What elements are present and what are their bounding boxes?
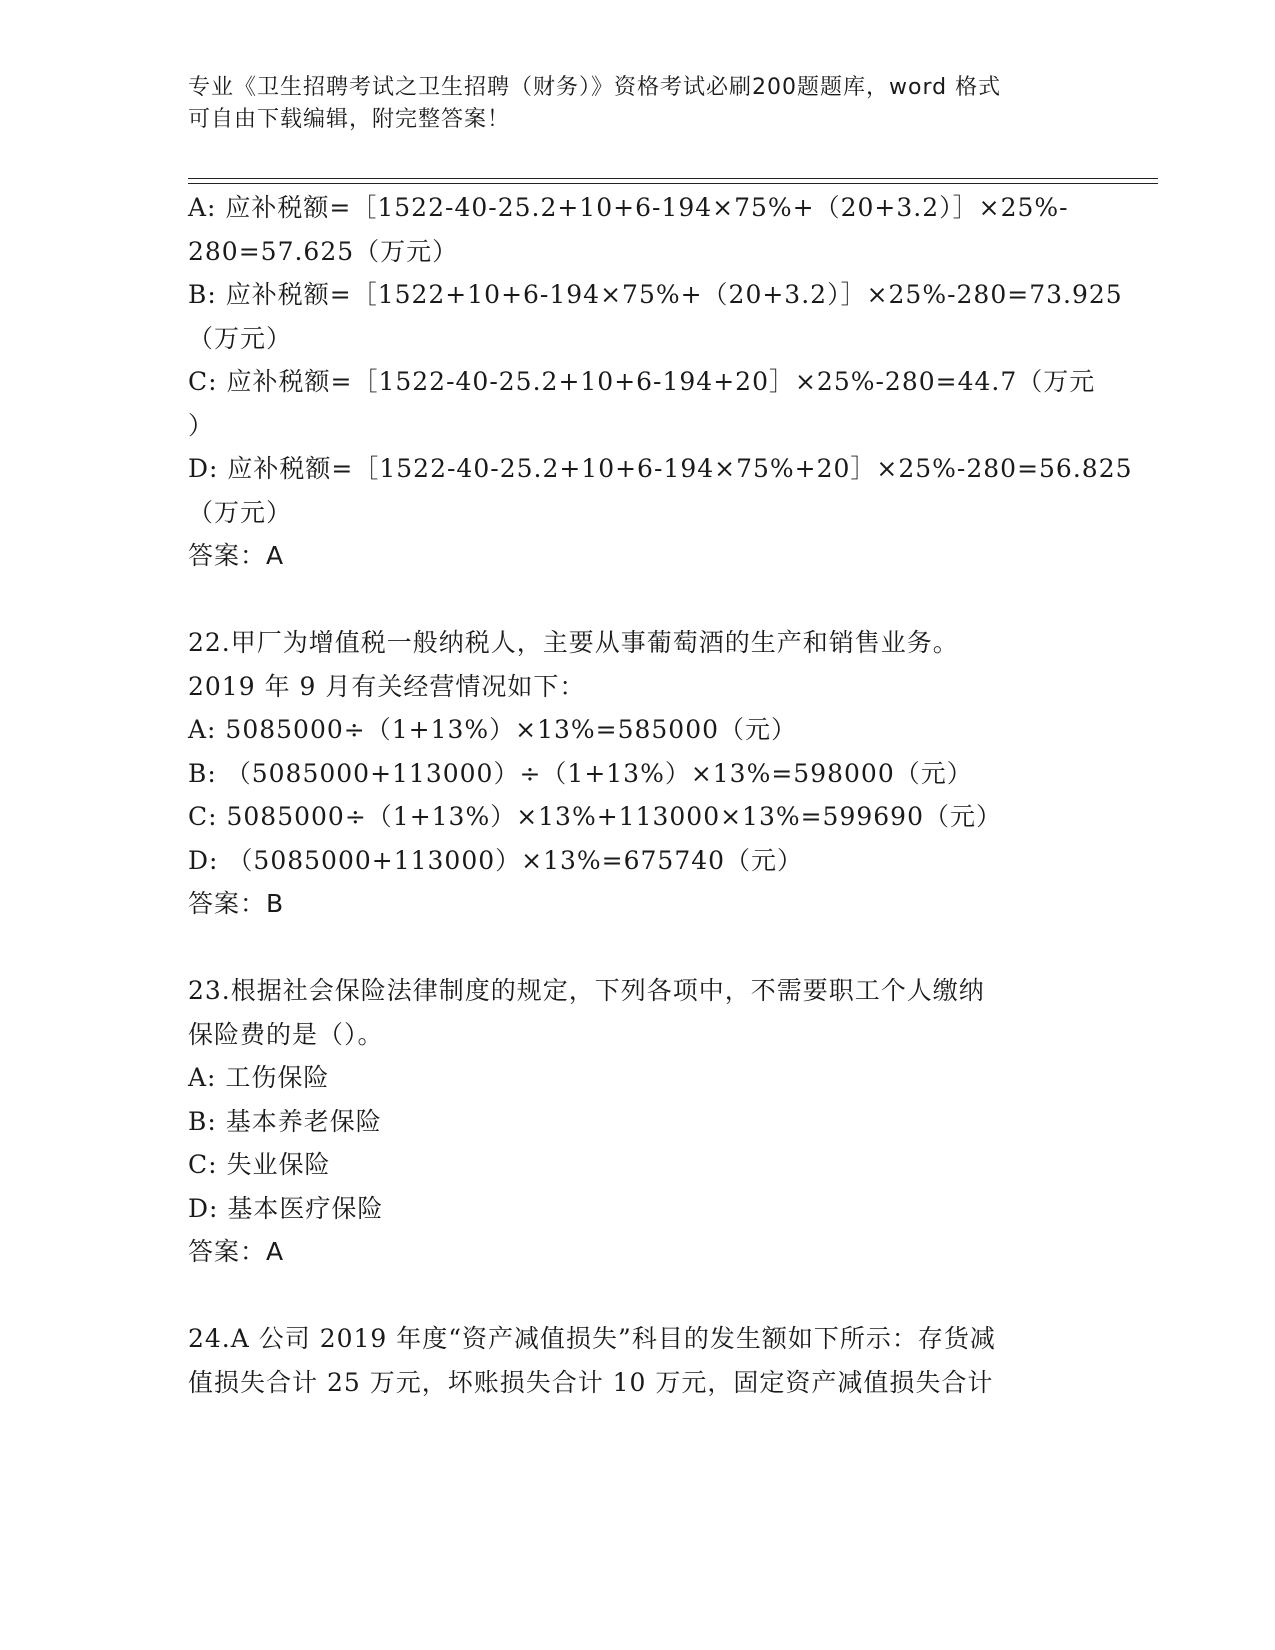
q24-stem-line-1: 24.A 公司 2019 年度“资产减值损失”科目的发生额如下所示：存货减	[188, 1324, 996, 1353]
q22-stem-line-1: 22.甲厂为增值税一般纳税人，主要从事葡萄酒的生产和销售业务。	[188, 628, 959, 657]
header-title-line-1: 专业《卫生招聘考试之卫生招聘（财务）》资格考试必刷200题题库，word 格式	[188, 75, 1002, 100]
q22-option-b: B: （5085000+113000）÷（1+13%）×13%=598000（元）	[188, 759, 973, 788]
q23-option-b: B: 基本养老保险	[188, 1107, 382, 1136]
q22-stem-line-2: 2019 年 9 月有关经营情况如下：	[188, 672, 586, 701]
q23-option-d: D: 基本医疗保险	[188, 1194, 384, 1223]
q24-stem-line-2: 值损失合计 25 万元，坏账损失合计 10 万元，固定资产减值损失合计	[188, 1368, 994, 1397]
q21-option-a-line-1: A: 应补税额=［1522-40-25.2+10+6-194×75%+（20+3.2）］×25%-	[188, 193, 1069, 222]
q21-option-b-line-1: B: 应补税额=［1522+10+6-194×75%+（20+3.2）］×25%-280=73.925	[188, 280, 1123, 309]
q23-stem-line-1: 23.根据社会保险法律制度的规定，下列各项中，不需要职工个人缴纳	[188, 976, 985, 1005]
q22-option-d: D: （5085000+113000）×13%=675740（元）	[188, 846, 804, 875]
q23-answer: 答案：A	[188, 1237, 285, 1266]
header-divider-bottom	[188, 183, 1158, 184]
q21-option-d-line-1: D: 应补税额=［1522-40-25.2+10+6-194×75%+20］×25%-280=56.825	[188, 454, 1133, 483]
q21-answer: 答案：A	[188, 541, 285, 570]
q23-option-c: C: 失业保险	[188, 1150, 331, 1179]
document-header	[188, 72, 1068, 136]
q21-option-b-line-2: （万元）	[188, 324, 293, 353]
q21-option-c-line-1: C: 应补税额=［1522-40-25.2+10+6-194+20］×25%-280=44.7（万元	[188, 367, 1096, 396]
q21-option-c-line-2: ）	[188, 411, 215, 440]
header-divider-top	[188, 178, 1158, 179]
q23-option-a: A: 工伤保险	[188, 1063, 330, 1092]
q21-option-d-line-2: （万元）	[188, 498, 293, 527]
header-title-line-2: 可自由下载编辑，附完整答案！	[188, 107, 511, 132]
q23-stem-line-2: 保险费的是（）。	[188, 1020, 384, 1049]
q22-answer: 答案：B	[188, 889, 285, 918]
q21-option-a-line-2: 280=57.625（万元）	[188, 237, 459, 266]
q22-option-a: A: 5085000÷（1+13%）×13%=585000（元）	[188, 715, 798, 744]
q22-option-c: C: 5085000÷（1+13%）×13%+113000×13%=599690（元）	[188, 802, 1002, 831]
